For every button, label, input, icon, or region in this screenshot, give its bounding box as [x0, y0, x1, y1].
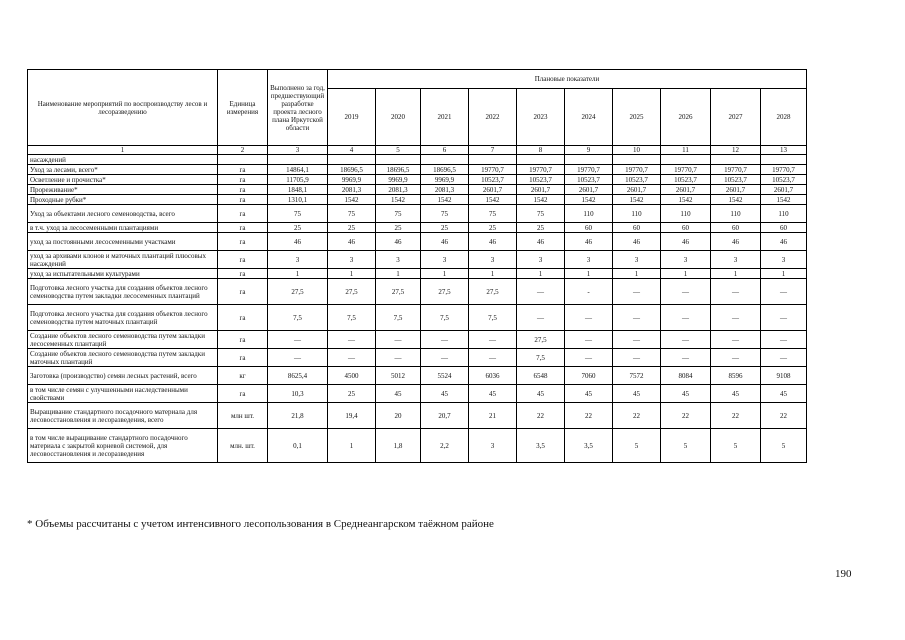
- table-row: [28, 195, 807, 205]
- plan-value-cell: 46: [661, 233, 711, 251]
- column-number: 7: [469, 146, 517, 155]
- unit-cell: га: [218, 331, 268, 349]
- plan-value-cell: 27,5: [376, 279, 421, 305]
- plan-value-cell: 1: [469, 269, 517, 279]
- unit-cell: [218, 155, 268, 165]
- done-value-cell: 1: [268, 269, 328, 279]
- plan-value-cell: 110: [661, 205, 711, 223]
- done-value-cell: 75: [268, 205, 328, 223]
- plan-value-cell: 19770,7: [761, 165, 807, 175]
- plan-value-cell: 6036: [469, 367, 517, 385]
- plan-value-cell: 75: [376, 205, 421, 223]
- plan-value-cell: —: [517, 279, 565, 305]
- plan-value-cell: -: [565, 279, 613, 305]
- plan-value-cell: —: [761, 331, 807, 349]
- plan-value-cell: 2601,7: [613, 185, 661, 195]
- plan-value-cell: —: [469, 349, 517, 367]
- plan-value-cell: 27,5: [421, 279, 469, 305]
- header-unit: Единица измерения: [218, 70, 268, 146]
- header-year: 2027: [711, 89, 761, 146]
- activity-name-cell: Уход за объектами лесного семеноводства, всего: [28, 205, 218, 223]
- plan-value-cell: —: [421, 349, 469, 367]
- plan-value-cell: —: [328, 331, 376, 349]
- plan-value-cell: 46: [761, 233, 807, 251]
- unit-cell: га: [218, 279, 268, 305]
- plan-value-cell: 22: [661, 403, 711, 429]
- activity-name-cell: Заготовка (производство) семян лесных растений, всего: [28, 367, 218, 385]
- plan-value-cell: 75: [421, 205, 469, 223]
- plan-value-cell: 45: [421, 385, 469, 403]
- plan-value-cell: 1: [565, 269, 613, 279]
- column-number: 4: [328, 146, 376, 155]
- table-row: [28, 349, 807, 367]
- plan-value-cell: 46: [565, 233, 613, 251]
- plan-value-cell: —: [761, 305, 807, 331]
- header-planned-indicators: Плановые показатели: [328, 70, 807, 89]
- plan-value-cell: 2081,3: [376, 185, 421, 195]
- plan-value-cell: 25: [421, 223, 469, 233]
- done-value-cell: 14864,1: [268, 165, 328, 175]
- plan-value-cell: 1542: [613, 195, 661, 205]
- header-year: 2021: [421, 89, 469, 146]
- plan-value-cell: 46: [469, 233, 517, 251]
- unit-cell: га: [218, 195, 268, 205]
- plan-value-cell: —: [565, 349, 613, 367]
- plan-value-cell: 8084: [661, 367, 711, 385]
- plan-value-cell: 1: [613, 269, 661, 279]
- plan-value-cell: 22: [565, 403, 613, 429]
- plan-value-cell: 3,5: [517, 429, 565, 463]
- header-activity-name: Наименование мероприятий по воспроизводству лесов и лесоразведению: [28, 70, 218, 146]
- plan-value-cell: 2601,7: [517, 185, 565, 195]
- header-year: 2023: [517, 89, 565, 146]
- column-number: 8: [517, 146, 565, 155]
- plan-value-cell: [328, 155, 376, 165]
- plan-value-cell: —: [613, 279, 661, 305]
- plan-value-cell: 46: [613, 233, 661, 251]
- plan-value-cell: 60: [761, 223, 807, 233]
- plan-value-cell: 1542: [517, 195, 565, 205]
- plan-value-cell: 20,7: [421, 403, 469, 429]
- unit-cell: га: [218, 185, 268, 195]
- plan-value-cell: 60: [711, 223, 761, 233]
- plan-value-cell: 2601,7: [711, 185, 761, 195]
- header-column-numbers-row: [28, 146, 807, 155]
- activity-name-cell: Осветление и прочистка*: [28, 175, 218, 185]
- table-row: [28, 205, 807, 223]
- plan-value-cell: —: [711, 349, 761, 367]
- plan-value-cell: 18696,5: [376, 165, 421, 175]
- plan-value-cell: —: [661, 331, 711, 349]
- plan-value-cell: 5: [613, 429, 661, 463]
- plan-value-cell: 1542: [421, 195, 469, 205]
- plan-value-cell: 10523,7: [661, 175, 711, 185]
- plan-value-cell: 9108: [761, 367, 807, 385]
- plan-value-cell: 25: [328, 385, 376, 403]
- plan-value-cell: [376, 155, 421, 165]
- plan-value-cell: [711, 155, 761, 165]
- done-value-cell: 1848,1: [268, 185, 328, 195]
- plan-value-cell: —: [613, 331, 661, 349]
- plan-value-cell: 25: [376, 223, 421, 233]
- plan-value-cell: 5: [761, 429, 807, 463]
- plan-value-cell: 1,8: [376, 429, 421, 463]
- activity-name-cell: Подготовка лесного участка для создания объектов лесного семеноводства путем маточных плантаций: [28, 305, 218, 331]
- plan-value-cell: [517, 155, 565, 165]
- plan-value-cell: 19770,7: [565, 165, 613, 175]
- plan-value-cell: 5524: [421, 367, 469, 385]
- plan-value-cell: —: [421, 331, 469, 349]
- plan-value-cell: —: [376, 331, 421, 349]
- unit-cell: га: [218, 385, 268, 403]
- plan-value-cell: 8596: [711, 367, 761, 385]
- header-year: 2025: [613, 89, 661, 146]
- activity-name-cell: Выращивание стандартного посадочного материала для лесовосстановления и лесоразведения, всего: [28, 403, 218, 429]
- header-year: 2022: [469, 89, 517, 146]
- header-year: 2026: [661, 89, 711, 146]
- header-year: 2019: [328, 89, 376, 146]
- done-value-cell: 1310,1: [268, 195, 328, 205]
- plan-value-cell: 1542: [376, 195, 421, 205]
- plan-value-cell: —: [711, 331, 761, 349]
- table-row: [28, 251, 807, 269]
- plan-value-cell: —: [613, 305, 661, 331]
- plan-value-cell: [613, 155, 661, 165]
- activity-name-cell: Проходные рубки*: [28, 195, 218, 205]
- unit-cell: га: [218, 269, 268, 279]
- unit-cell: га: [218, 349, 268, 367]
- plan-value-cell: 18696,5: [328, 165, 376, 175]
- plan-value-cell: 10523,7: [565, 175, 613, 185]
- plan-value-cell: 20: [376, 403, 421, 429]
- plan-value-cell: —: [761, 279, 807, 305]
- done-value-cell: 27,5: [268, 279, 328, 305]
- plan-value-cell: 46: [376, 233, 421, 251]
- plan-value-cell: 22: [613, 403, 661, 429]
- table-row: [28, 165, 807, 175]
- activity-name-cell: Создание объектов лесного семеноводства путем закладки лесосеменных плантаций: [28, 331, 218, 349]
- activity-name-cell: Создание объектов лесного семеноводства путем закладки маточных плантаций: [28, 349, 218, 367]
- plan-value-cell: 7,5: [517, 349, 565, 367]
- plan-value-cell: 10523,7: [517, 175, 565, 185]
- plan-value-cell: —: [613, 349, 661, 367]
- activity-name-cell: в том числе выращивание стандартного посадочного материала с закрытой корневой системой, для лесовосстановления и лесоразведения: [28, 429, 218, 463]
- table-row: [28, 305, 807, 331]
- plan-value-cell: 10523,7: [711, 175, 761, 185]
- plan-value-cell: —: [661, 349, 711, 367]
- plan-value-cell: 3: [761, 251, 807, 269]
- plan-value-cell: 7060: [565, 367, 613, 385]
- plan-value-cell: 45: [711, 385, 761, 403]
- table-row: [28, 279, 807, 305]
- unit-cell: млн. шт.: [218, 429, 268, 463]
- plan-value-cell: [469, 155, 517, 165]
- activity-name-cell: насаждений: [28, 155, 218, 165]
- plan-value-cell: —: [565, 331, 613, 349]
- column-number: 12: [711, 146, 761, 155]
- plan-value-cell: 22: [517, 403, 565, 429]
- unit-cell: кг: [218, 367, 268, 385]
- page-number: 190: [835, 568, 852, 580]
- table-row: [28, 429, 807, 463]
- plan-value-cell: —: [469, 331, 517, 349]
- header-done-previous-year: Выполнено за год, предшествующий разработке проекта лесного плана Иркутской области: [268, 70, 328, 146]
- plan-value-cell: —: [661, 279, 711, 305]
- done-value-cell: 7,5: [268, 305, 328, 331]
- plan-value-cell: —: [711, 305, 761, 331]
- plan-value-cell: 6548: [517, 367, 565, 385]
- table-row: [28, 385, 807, 403]
- plan-value-cell: 10523,7: [613, 175, 661, 185]
- plan-value-cell: —: [565, 305, 613, 331]
- footnote: * Объемы рассчитаны с учетом интенсивного лесопользования в Среднеангарском таёжном районе: [27, 518, 494, 530]
- activity-name-cell: уход за архивами клонов и маточных плантаций плюсовых насаждений: [28, 251, 218, 269]
- table-row: [28, 223, 807, 233]
- table-row: [28, 403, 807, 429]
- plan-value-cell: 2,2: [421, 429, 469, 463]
- plan-value-cell: 110: [565, 205, 613, 223]
- column-number: 13: [761, 146, 807, 155]
- plan-value-cell: 7,5: [376, 305, 421, 331]
- table-row: [28, 331, 807, 349]
- done-value-cell: 10,3: [268, 385, 328, 403]
- plan-value-cell: [661, 155, 711, 165]
- plan-value-cell: 1: [517, 269, 565, 279]
- plan-value-cell: 19,4: [328, 403, 376, 429]
- column-number: 1: [28, 146, 218, 155]
- plan-value-cell: 46: [711, 233, 761, 251]
- done-value-cell: 46: [268, 233, 328, 251]
- plan-value-cell: 1: [421, 269, 469, 279]
- plan-value-cell: 3,5: [565, 429, 613, 463]
- plan-value-cell: 75: [469, 205, 517, 223]
- plan-value-cell: 45: [517, 385, 565, 403]
- unit-cell: млн шт.: [218, 403, 268, 429]
- done-value-cell: 0,1: [268, 429, 328, 463]
- activity-name-cell: Уход за лесами, всего*: [28, 165, 218, 175]
- plan-value-cell: 2601,7: [565, 185, 613, 195]
- unit-cell: га: [218, 251, 268, 269]
- header-year: 2028: [761, 89, 807, 146]
- plan-value-cell: 9969,9: [328, 175, 376, 185]
- plan-value-cell: 10523,7: [761, 175, 807, 185]
- done-value-cell: [268, 155, 328, 165]
- plan-value-cell: 2081,3: [421, 185, 469, 195]
- plan-value-cell: 3: [661, 251, 711, 269]
- plan-value-cell: 45: [565, 385, 613, 403]
- table-row: [28, 185, 807, 195]
- plan-value-cell: 19770,7: [517, 165, 565, 175]
- plan-value-cell: 19770,7: [711, 165, 761, 175]
- done-value-cell: 25: [268, 223, 328, 233]
- unit-cell: га: [218, 175, 268, 185]
- plan-value-cell: 19770,7: [469, 165, 517, 175]
- plan-value-cell: 1542: [711, 195, 761, 205]
- plan-value-cell: 75: [328, 205, 376, 223]
- unit-cell: га: [218, 223, 268, 233]
- column-number: 9: [565, 146, 613, 155]
- plan-value-cell: 3: [711, 251, 761, 269]
- plan-value-cell: —: [328, 349, 376, 367]
- plan-value-cell: 45: [613, 385, 661, 403]
- activity-name-cell: Прореживание*: [28, 185, 218, 195]
- plan-value-cell: 1542: [761, 195, 807, 205]
- plan-value-cell: 60: [661, 223, 711, 233]
- plan-value-cell: 19770,7: [613, 165, 661, 175]
- plan-value-cell: 5: [711, 429, 761, 463]
- plan-value-cell: 1: [328, 429, 376, 463]
- plan-value-cell: 5012: [376, 367, 421, 385]
- done-value-cell: —: [268, 349, 328, 367]
- plan-value-cell: 10523,7: [469, 175, 517, 185]
- plan-value-cell: 27,5: [328, 279, 376, 305]
- plan-value-cell: [565, 155, 613, 165]
- plan-value-cell: 1542: [565, 195, 613, 205]
- plan-value-cell: 1: [661, 269, 711, 279]
- header-year: 2020: [376, 89, 421, 146]
- plan-value-cell: 75: [517, 205, 565, 223]
- plan-value-cell: 1: [328, 269, 376, 279]
- plan-value-cell: 45: [661, 385, 711, 403]
- plan-value-cell: 45: [376, 385, 421, 403]
- plan-value-cell: 60: [613, 223, 661, 233]
- plan-value-cell: 7,5: [421, 305, 469, 331]
- plan-value-cell: 3: [376, 251, 421, 269]
- table-body: [28, 155, 807, 463]
- column-number: 10: [613, 146, 661, 155]
- plan-value-cell: 9969,9: [421, 175, 469, 185]
- plan-value-cell: 2601,7: [661, 185, 711, 195]
- plan-value-cell: 3: [328, 251, 376, 269]
- plan-value-cell: 21: [469, 403, 517, 429]
- plan-value-cell: 22: [711, 403, 761, 429]
- plan-value-cell: 25: [469, 223, 517, 233]
- plan-value-cell: 1542: [661, 195, 711, 205]
- plan-value-cell: 27,5: [517, 331, 565, 349]
- plan-value-cell: 1: [711, 269, 761, 279]
- plan-value-cell: 45: [761, 385, 807, 403]
- done-value-cell: 11705,9: [268, 175, 328, 185]
- plan-value-cell: 3: [421, 251, 469, 269]
- plan-value-cell: 110: [613, 205, 661, 223]
- forest-reproduction-table: [27, 69, 807, 463]
- plan-value-cell: 27,5: [469, 279, 517, 305]
- plan-value-cell: 2081,3: [328, 185, 376, 195]
- plan-value-cell: —: [761, 349, 807, 367]
- plan-value-cell: 1542: [469, 195, 517, 205]
- plan-value-cell: 1: [761, 269, 807, 279]
- plan-value-cell: 3: [517, 251, 565, 269]
- done-value-cell: 3: [268, 251, 328, 269]
- unit-cell: га: [218, 305, 268, 331]
- unit-cell: га: [218, 205, 268, 223]
- column-number: 2: [218, 146, 268, 155]
- done-value-cell: —: [268, 331, 328, 349]
- plan-value-cell: 46: [421, 233, 469, 251]
- table-row: [28, 175, 807, 185]
- activity-name-cell: уход за испытательными культурами: [28, 269, 218, 279]
- header-year: 2024: [565, 89, 613, 146]
- plan-value-cell: 18696,5: [421, 165, 469, 175]
- plan-value-cell: —: [517, 305, 565, 331]
- plan-value-cell: —: [661, 305, 711, 331]
- unit-cell: га: [218, 165, 268, 175]
- plan-value-cell: 3: [469, 429, 517, 463]
- table-row: [28, 269, 807, 279]
- unit-cell: га: [218, 233, 268, 251]
- column-number: 5: [376, 146, 421, 155]
- plan-value-cell: [761, 155, 807, 165]
- activity-name-cell: уход за постоянными лесосеменными участками: [28, 233, 218, 251]
- plan-value-cell: 22: [761, 403, 807, 429]
- plan-value-cell: 110: [711, 205, 761, 223]
- column-number: 6: [421, 146, 469, 155]
- plan-value-cell: 1: [376, 269, 421, 279]
- table-row: [28, 367, 807, 385]
- plan-value-cell: 45: [469, 385, 517, 403]
- column-number: 11: [661, 146, 711, 155]
- plan-value-cell: 3: [613, 251, 661, 269]
- plan-value-cell: 4500: [328, 367, 376, 385]
- plan-value-cell: 25: [517, 223, 565, 233]
- plan-value-cell: 7,5: [328, 305, 376, 331]
- plan-value-cell: [421, 155, 469, 165]
- table-row: [28, 233, 807, 251]
- plan-value-cell: 5: [661, 429, 711, 463]
- done-value-cell: 8625,4: [268, 367, 328, 385]
- table-row: [28, 155, 807, 165]
- activity-name-cell: в т.ч. уход за лесосеменными плантациями: [28, 223, 218, 233]
- plan-value-cell: 2601,7: [761, 185, 807, 195]
- plan-value-cell: 2601,7: [469, 185, 517, 195]
- plan-value-cell: 46: [328, 233, 376, 251]
- plan-value-cell: 110: [761, 205, 807, 223]
- column-number: 3: [268, 146, 328, 155]
- plan-value-cell: —: [376, 349, 421, 367]
- plan-value-cell: 3: [469, 251, 517, 269]
- plan-value-cell: 7,5: [469, 305, 517, 331]
- plan-value-cell: 25: [328, 223, 376, 233]
- done-value-cell: 21,8: [268, 403, 328, 429]
- plan-value-cell: 60: [565, 223, 613, 233]
- plan-value-cell: 19770,7: [661, 165, 711, 175]
- activity-name-cell: Подготовка лесного участка для создания объектов лесного семеноводства путем закладки лесосеменных плантаций: [28, 279, 218, 305]
- plan-value-cell: 3: [565, 251, 613, 269]
- plan-value-cell: 7572: [613, 367, 661, 385]
- plan-value-cell: 46: [517, 233, 565, 251]
- plan-value-cell: 9969,9: [376, 175, 421, 185]
- activity-name-cell: в том числе семян с улучшенными наследственными свойствами: [28, 385, 218, 403]
- plan-value-cell: 1542: [328, 195, 376, 205]
- plan-value-cell: —: [711, 279, 761, 305]
